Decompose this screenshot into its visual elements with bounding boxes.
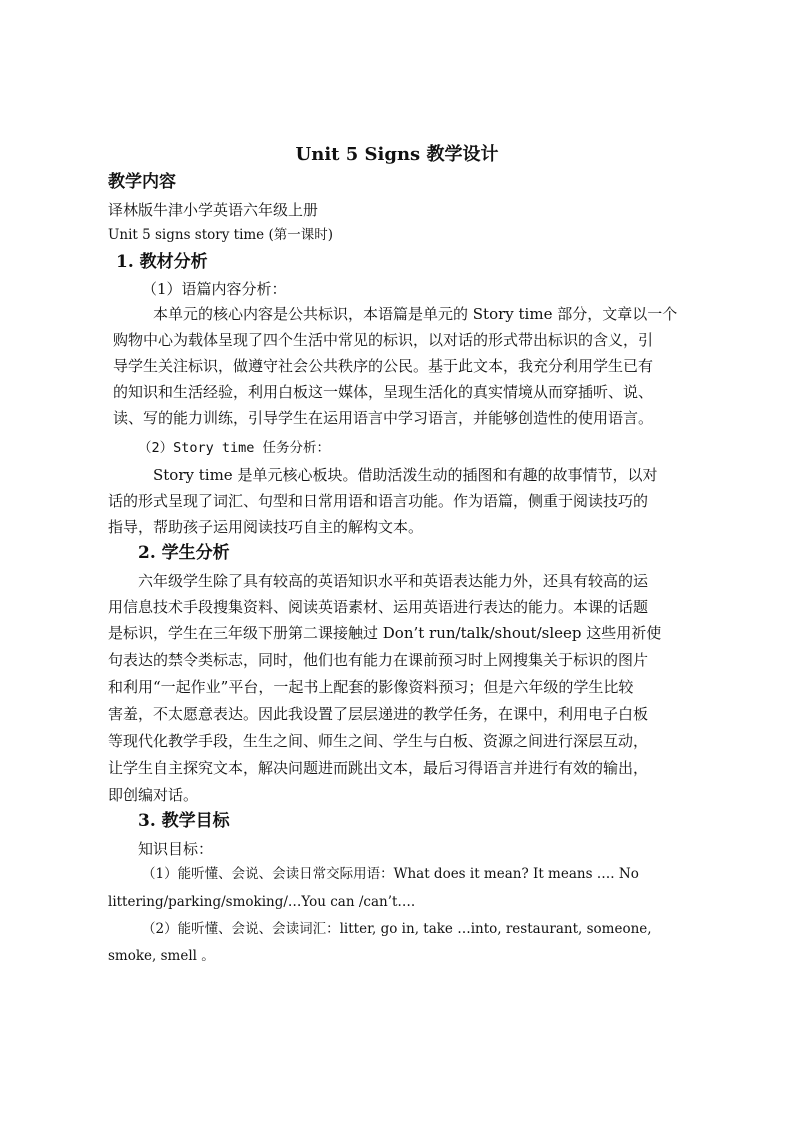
- goal-item: （2）能听懂、会说、会读词汇：litter, go in, take …into, restaurant, someone,: [142, 921, 652, 937]
- goal-item-continued: smoke, smell 。: [108, 948, 215, 964]
- paragraph-line: 本单元的核心内容是公共标识，本语篇是单元的 Story time 部分，文章以一个: [153, 305, 678, 323]
- sub-knowledge-goals: 知识目标：: [138, 840, 214, 858]
- heading-student-analysis: 2. 学生分析: [138, 543, 230, 563]
- paragraph-line: 和利用“一起作业”平台，一起书上配套的影像资料预习；但是六年级的学生比较: [108, 678, 634, 696]
- paragraph-line: 读、写的能力训练，引导学生在运用语言中学习语言，并能够创造性的使用语言。: [113, 409, 654, 427]
- heading-teaching-content: 教学内容: [108, 172, 176, 192]
- paragraph-line: 用信息技术手段搜集资料、阅读英语素材、运用英语进行表达的能力。本课的话题: [108, 598, 649, 616]
- paragraph-line: 指导，帮助孩子运用阅读技巧自主的解构文本。: [108, 518, 424, 536]
- sub-discourse-analysis: （1）语篇内容分析：: [142, 280, 287, 298]
- paragraph-line: 六年级学生除了具有较高的英语知识水平和英语表达能力外，还具有较高的运: [138, 572, 649, 590]
- paragraph-line: 的知识和生活经验，利用白板这一媒体，呈现生活化的真实情境从而穿插听、说、: [113, 383, 654, 401]
- paragraph-line: 即创编对话。: [108, 786, 199, 804]
- goal-item-continued: littering/parking/smoking/…You can /can’t….: [108, 894, 416, 910]
- heading-teaching-goals: 3. 教学目标: [138, 811, 230, 831]
- paragraph-line: 话的形式呈现了词汇、句型和日常用语和语言功能。作为语篇，侧重于阅读技巧的: [108, 492, 649, 510]
- paragraph-line: Story time 是单元核心板块。借助活泼生动的插图和有趣的故事情节，以对: [153, 466, 658, 484]
- heading-material-analysis: 1. 教材分析: [116, 252, 208, 272]
- sub-story-time-task: （2）Story time 任务分析：: [138, 440, 331, 456]
- paragraph-line: 购物中心为载体呈现了四个生活中常见的标识，以对话的形式带出标识的含义，引: [113, 331, 654, 349]
- paragraph-line: 导学生关注标识，做遵守社会公共秩序的公民。基于此文本，我充分利用学生已有: [113, 357, 654, 375]
- unit-line: Unit 5 signs story time (第一课时): [108, 227, 333, 243]
- paragraph-line: 害羞，不太愿意表达。因此我设置了层层递进的教学任务，在课中，利用电子白板: [108, 705, 649, 723]
- paragraph-line: 句表达的禁令类标志，同时，他们也有能力在课前预习时上网搜集关于标识的图片: [108, 651, 649, 669]
- paragraph-line: 是标识，学生在三年级下册第二课接触过 Don’t run/talk/shout/sleep 这些用祈使: [108, 624, 662, 642]
- goal-item: （1）能听懂、会说、会读日常交际用语：What does it mean? It means …. No: [142, 866, 639, 882]
- paragraph-line: 让学生自主探究文本，解决问题进而跳出文本，最后习得语言并进行有效的输出，: [108, 759, 649, 777]
- paragraph-line: 等现代化教学手段，生生之间、师生之间、学生与白板、资源之间进行深层互动，: [108, 732, 649, 750]
- textbook-line: 译林版牛津小学英语六年级上册: [108, 201, 319, 219]
- document-title: Unit 5 Signs 教学设计: [295, 144, 499, 165]
